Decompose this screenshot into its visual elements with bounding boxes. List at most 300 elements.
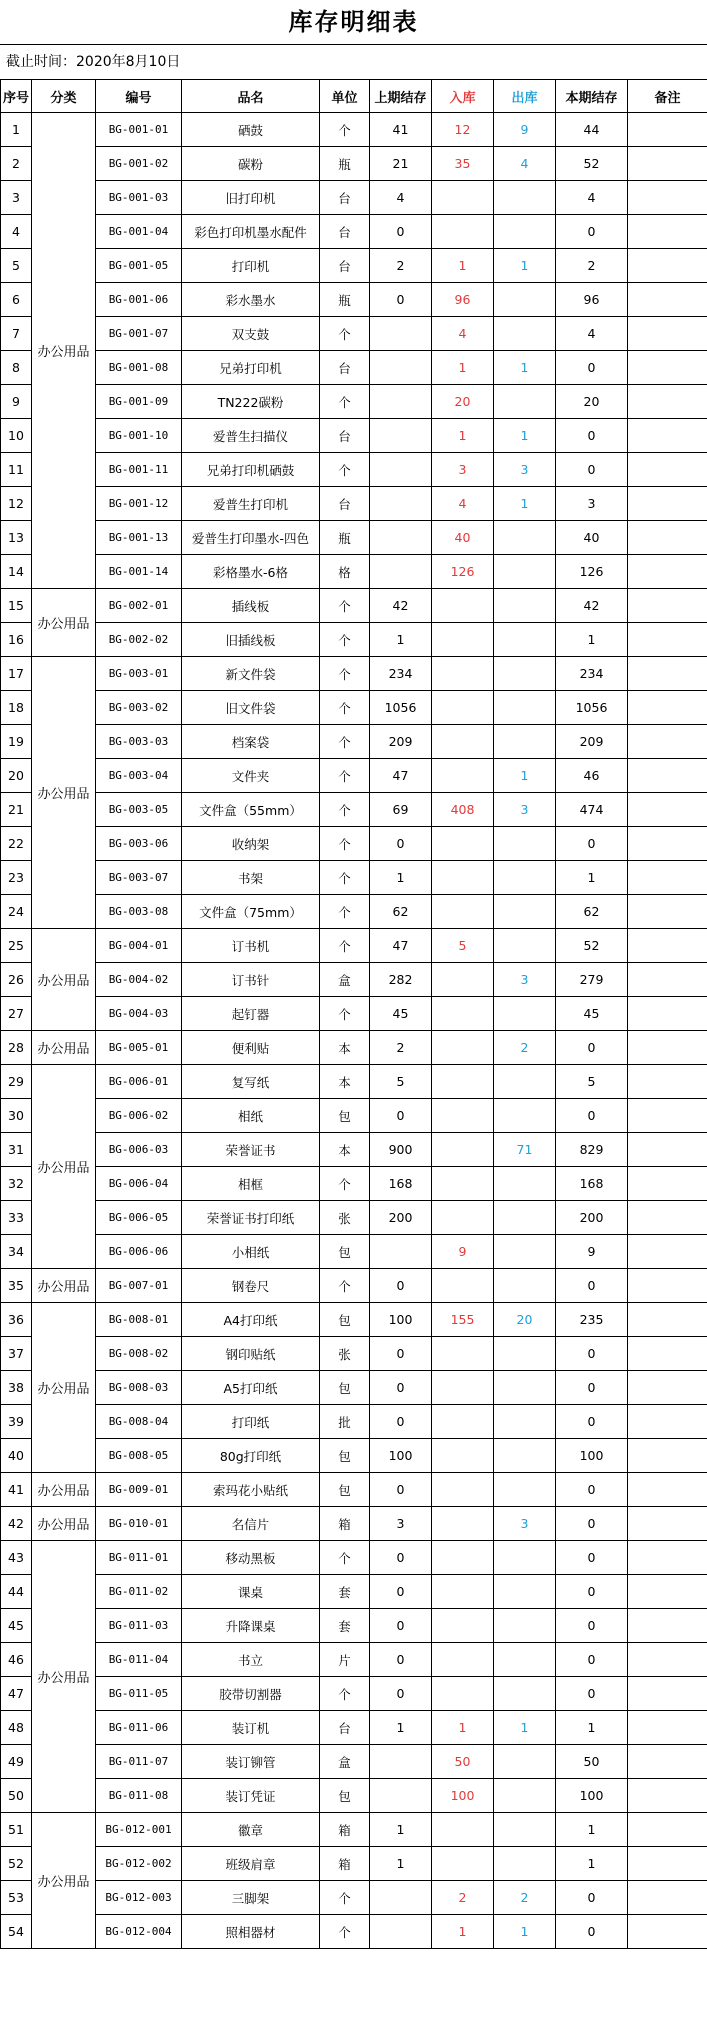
cell-unit[interactable]: 个 (320, 1915, 370, 1949)
cell-note[interactable] (628, 1507, 707, 1541)
cell-name[interactable]: 索玛花小贴纸 (182, 1473, 320, 1507)
cell-stock-in[interactable]: 4 (432, 317, 494, 351)
cell-code[interactable]: BG-001-07 (96, 317, 182, 351)
cell-stock-in[interactable]: 1 (432, 249, 494, 283)
cell-curr-balance[interactable]: 42 (556, 589, 628, 623)
cell-curr-balance[interactable]: 3 (556, 487, 628, 521)
cell-stock-out[interactable]: 9 (494, 113, 556, 147)
cell-stock-in[interactable] (432, 589, 494, 623)
cell-stock-in[interactable] (432, 1167, 494, 1201)
cell-code[interactable]: BG-003-05 (96, 793, 182, 827)
cell-seq[interactable]: 53 (1, 1881, 32, 1915)
cell-unit[interactable]: 套 (320, 1575, 370, 1609)
cell-seq[interactable]: 22 (1, 827, 32, 861)
cell-curr-balance[interactable]: 0 (556, 1031, 628, 1065)
cell-prev-balance[interactable]: 1056 (370, 691, 432, 725)
cell-prev-balance[interactable]: 0 (370, 215, 432, 249)
cell-name[interactable]: 打印机 (182, 249, 320, 283)
cell-code[interactable]: BG-001-05 (96, 249, 182, 283)
cell-stock-out[interactable] (494, 1099, 556, 1133)
cell-code[interactable]: BG-011-04 (96, 1643, 182, 1677)
cell-seq[interactable]: 1 (1, 113, 32, 147)
cell-prev-balance[interactable]: 1 (370, 861, 432, 895)
cell-unit[interactable]: 台 (320, 1711, 370, 1745)
cell-note[interactable] (628, 215, 707, 249)
cell-stock-in[interactable]: 12 (432, 113, 494, 147)
cell-stock-in[interactable] (432, 623, 494, 657)
cell-name[interactable]: 订书机 (182, 929, 320, 963)
cell-code[interactable]: BG-011-02 (96, 1575, 182, 1609)
cell-name[interactable]: 名信片 (182, 1507, 320, 1541)
cell-name[interactable]: 装订凭证 (182, 1779, 320, 1813)
cell-note[interactable] (628, 1065, 707, 1099)
cell-prev-balance[interactable]: 100 (370, 1303, 432, 1337)
cell-name[interactable]: 彩格墨水-6格 (182, 555, 320, 589)
cell-note[interactable] (628, 1541, 707, 1575)
cell-unit[interactable]: 本 (320, 1031, 370, 1065)
cell-code[interactable]: BG-007-01 (96, 1269, 182, 1303)
cell-category[interactable]: 办公用品 (32, 1813, 96, 1949)
cell-name[interactable]: 课桌 (182, 1575, 320, 1609)
cell-unit[interactable]: 个 (320, 929, 370, 963)
cell-code[interactable]: BG-003-07 (96, 861, 182, 895)
cell-prev-balance[interactable]: 47 (370, 929, 432, 963)
cell-stock-out[interactable] (494, 725, 556, 759)
cell-unit[interactable]: 个 (320, 385, 370, 419)
cell-stock-out[interactable]: 1 (494, 419, 556, 453)
cell-curr-balance[interactable]: 209 (556, 725, 628, 759)
cell-note[interactable] (628, 1473, 707, 1507)
cell-stock-in[interactable] (432, 1847, 494, 1881)
cell-category[interactable]: 办公用品 (32, 1065, 96, 1269)
cell-curr-balance[interactable]: 4 (556, 317, 628, 351)
cell-stock-in[interactable]: 100 (432, 1779, 494, 1813)
cell-stock-in[interactable]: 155 (432, 1303, 494, 1337)
cell-code[interactable]: BG-001-02 (96, 147, 182, 181)
cell-curr-balance[interactable]: 45 (556, 997, 628, 1031)
cell-seq[interactable]: 46 (1, 1643, 32, 1677)
cell-prev-balance[interactable]: 209 (370, 725, 432, 759)
cell-stock-out[interactable] (494, 521, 556, 555)
cell-curr-balance[interactable]: 0 (556, 1643, 628, 1677)
cell-seq[interactable]: 17 (1, 657, 32, 691)
header-stock-in[interactable]: 入库 (432, 80, 494, 113)
cell-curr-balance[interactable]: 44 (556, 113, 628, 147)
cell-unit[interactable]: 台 (320, 215, 370, 249)
cell-seq[interactable]: 29 (1, 1065, 32, 1099)
cell-category[interactable]: 办公用品 (32, 929, 96, 1031)
cell-note[interactable] (628, 1847, 707, 1881)
cell-curr-balance[interactable]: 1 (556, 623, 628, 657)
cell-curr-balance[interactable]: 0 (556, 1405, 628, 1439)
cell-code[interactable]: BG-011-05 (96, 1677, 182, 1711)
cell-curr-balance[interactable]: 1056 (556, 691, 628, 725)
cell-note[interactable] (628, 657, 707, 691)
cell-stock-in[interactable]: 96 (432, 283, 494, 317)
cell-code[interactable]: BG-001-08 (96, 351, 182, 385)
cell-curr-balance[interactable]: 200 (556, 1201, 628, 1235)
cell-note[interactable] (628, 997, 707, 1031)
cell-stock-in[interactable]: 2 (432, 1881, 494, 1915)
cell-unit[interactable]: 箱 (320, 1847, 370, 1881)
cell-code[interactable]: BG-006-06 (96, 1235, 182, 1269)
cell-code[interactable]: BG-001-10 (96, 419, 182, 453)
cell-stock-out[interactable]: 3 (494, 793, 556, 827)
cell-note[interactable] (628, 929, 707, 963)
cell-prev-balance[interactable]: 0 (370, 1269, 432, 1303)
cell-stock-in[interactable] (432, 1269, 494, 1303)
cell-stock-out[interactable]: 71 (494, 1133, 556, 1167)
cell-unit[interactable]: 箱 (320, 1507, 370, 1541)
cell-prev-balance[interactable] (370, 1881, 432, 1915)
cell-stock-out[interactable] (494, 623, 556, 657)
cell-curr-balance[interactable]: 1 (556, 1813, 628, 1847)
cell-stock-out[interactable] (494, 1371, 556, 1405)
cell-curr-balance[interactable]: 1 (556, 1847, 628, 1881)
cell-curr-balance[interactable]: 279 (556, 963, 628, 997)
cell-unit[interactable]: 个 (320, 657, 370, 691)
cell-unit[interactable]: 台 (320, 351, 370, 385)
cell-stock-out[interactable] (494, 1405, 556, 1439)
cell-code[interactable]: BG-012-001 (96, 1813, 182, 1847)
cell-code[interactable]: BG-006-04 (96, 1167, 182, 1201)
cell-name[interactable]: 文件夹 (182, 759, 320, 793)
header-curr-balance[interactable]: 本期结存 (556, 80, 628, 113)
cell-name[interactable]: 便利贴 (182, 1031, 320, 1065)
cell-prev-balance[interactable]: 0 (370, 283, 432, 317)
cell-stock-in[interactable]: 40 (432, 521, 494, 555)
cell-seq[interactable]: 28 (1, 1031, 32, 1065)
cell-seq[interactable]: 2 (1, 147, 32, 181)
cell-code[interactable]: BG-010-01 (96, 1507, 182, 1541)
cell-name[interactable]: 兄弟打印机 (182, 351, 320, 385)
cell-name[interactable]: 彩色打印机墨水配件 (182, 215, 320, 249)
cell-stock-in[interactable] (432, 1575, 494, 1609)
cell-seq[interactable]: 35 (1, 1269, 32, 1303)
cell-stock-in[interactable] (432, 963, 494, 997)
cell-stock-out[interactable] (494, 589, 556, 623)
cell-seq[interactable]: 34 (1, 1235, 32, 1269)
cell-unit[interactable]: 瓶 (320, 283, 370, 317)
cell-code[interactable]: BG-012-002 (96, 1847, 182, 1881)
cell-curr-balance[interactable]: 0 (556, 1677, 628, 1711)
cell-seq[interactable]: 14 (1, 555, 32, 589)
cell-code[interactable]: BG-011-07 (96, 1745, 182, 1779)
cell-note[interactable] (628, 1711, 707, 1745)
header-category[interactable]: 分类 (32, 80, 96, 113)
cell-name[interactable]: 硒鼓 (182, 113, 320, 147)
cell-unit[interactable]: 个 (320, 623, 370, 657)
cell-seq[interactable]: 31 (1, 1133, 32, 1167)
cell-stock-in[interactable] (432, 725, 494, 759)
cell-unit[interactable]: 瓶 (320, 521, 370, 555)
cell-name[interactable]: 旧插线板 (182, 623, 320, 657)
cell-stock-in[interactable] (432, 827, 494, 861)
cell-curr-balance[interactable]: 0 (556, 1269, 628, 1303)
cell-unit[interactable]: 瓶 (320, 147, 370, 181)
cell-curr-balance[interactable]: 62 (556, 895, 628, 929)
cell-stock-in[interactable]: 4 (432, 487, 494, 521)
header-stock-out[interactable]: 出库 (494, 80, 556, 113)
cell-unit[interactable]: 个 (320, 725, 370, 759)
cell-code[interactable]: BG-001-01 (96, 113, 182, 147)
cell-stock-in[interactable] (432, 1473, 494, 1507)
cell-prev-balance[interactable]: 100 (370, 1439, 432, 1473)
cell-code[interactable]: BG-001-03 (96, 181, 182, 215)
cell-name[interactable]: 碳粉 (182, 147, 320, 181)
cell-stock-out[interactable] (494, 1745, 556, 1779)
cell-note[interactable] (628, 623, 707, 657)
cell-stock-in[interactable]: 3 (432, 453, 494, 487)
cell-curr-balance[interactable]: 0 (556, 215, 628, 249)
cell-stock-out[interactable] (494, 1575, 556, 1609)
cell-code[interactable]: BG-004-03 (96, 997, 182, 1031)
cell-seq[interactable]: 39 (1, 1405, 32, 1439)
cell-stock-out[interactable] (494, 1439, 556, 1473)
cell-curr-balance[interactable]: 5 (556, 1065, 628, 1099)
cell-seq[interactable]: 20 (1, 759, 32, 793)
cell-name[interactable]: 移动黑板 (182, 1541, 320, 1575)
cell-stock-in[interactable] (432, 1507, 494, 1541)
cell-unit[interactable]: 批 (320, 1405, 370, 1439)
cell-stock-out[interactable] (494, 1167, 556, 1201)
cell-prev-balance[interactable]: 2 (370, 249, 432, 283)
cell-curr-balance[interactable]: 0 (556, 1507, 628, 1541)
cell-note[interactable] (628, 589, 707, 623)
cell-stock-out[interactable] (494, 1065, 556, 1099)
cell-seq[interactable]: 12 (1, 487, 32, 521)
cell-curr-balance[interactable]: 0 (556, 419, 628, 453)
cell-name[interactable]: 升降课桌 (182, 1609, 320, 1643)
cell-prev-balance[interactable]: 0 (370, 1609, 432, 1643)
cell-name[interactable]: 档案袋 (182, 725, 320, 759)
cell-note[interactable] (628, 1439, 707, 1473)
cell-stock-in[interactable]: 50 (432, 1745, 494, 1779)
cell-stock-out[interactable] (494, 1337, 556, 1371)
cell-note[interactable] (628, 1881, 707, 1915)
cell-stock-in[interactable] (432, 861, 494, 895)
cell-code[interactable]: BG-003-03 (96, 725, 182, 759)
cell-name[interactable]: 文件盒（75mm） (182, 895, 320, 929)
cell-note[interactable] (628, 1405, 707, 1439)
cell-curr-balance[interactable]: 474 (556, 793, 628, 827)
cell-prev-balance[interactable]: 168 (370, 1167, 432, 1201)
cell-prev-balance[interactable] (370, 555, 432, 589)
cell-curr-balance[interactable]: 0 (556, 1099, 628, 1133)
cell-unit[interactable]: 个 (320, 589, 370, 623)
cell-stock-out[interactable]: 1 (494, 351, 556, 385)
cell-stock-in[interactable] (432, 895, 494, 929)
cell-name[interactable]: 书架 (182, 861, 320, 895)
cell-name[interactable]: 钢印贴纸 (182, 1337, 320, 1371)
cell-note[interactable] (628, 147, 707, 181)
cell-unit[interactable]: 台 (320, 181, 370, 215)
cell-seq[interactable]: 13 (1, 521, 32, 555)
cell-curr-balance[interactable]: 96 (556, 283, 628, 317)
cell-note[interactable] (628, 1031, 707, 1065)
cell-stock-in[interactable]: 9 (432, 1235, 494, 1269)
cell-prev-balance[interactable]: 0 (370, 1677, 432, 1711)
cell-unit[interactable]: 个 (320, 793, 370, 827)
cell-unit[interactable]: 个 (320, 1541, 370, 1575)
cell-name[interactable]: 装订机 (182, 1711, 320, 1745)
cell-prev-balance[interactable]: 0 (370, 1643, 432, 1677)
cell-prev-balance[interactable] (370, 1745, 432, 1779)
cell-stock-out[interactable] (494, 1813, 556, 1847)
cell-curr-balance[interactable]: 40 (556, 521, 628, 555)
cell-seq[interactable]: 44 (1, 1575, 32, 1609)
cell-stock-out[interactable] (494, 317, 556, 351)
cell-name[interactable]: 小相纸 (182, 1235, 320, 1269)
cell-name[interactable]: 打印纸 (182, 1405, 320, 1439)
cell-curr-balance[interactable]: 0 (556, 1915, 628, 1949)
cell-note[interactable] (628, 1371, 707, 1405)
cell-seq[interactable]: 4 (1, 215, 32, 249)
cell-seq[interactable]: 52 (1, 1847, 32, 1881)
header-prev-balance[interactable]: 上期结存 (370, 80, 432, 113)
cell-note[interactable] (628, 827, 707, 861)
cell-code[interactable]: BG-012-003 (96, 1881, 182, 1915)
cell-unit[interactable]: 本 (320, 1133, 370, 1167)
cell-stock-out[interactable] (494, 1609, 556, 1643)
cell-name[interactable]: 三脚架 (182, 1881, 320, 1915)
cell-code[interactable]: BG-011-03 (96, 1609, 182, 1643)
cell-curr-balance[interactable]: 100 (556, 1779, 628, 1813)
cell-code[interactable]: BG-011-06 (96, 1711, 182, 1745)
cell-curr-balance[interactable]: 2 (556, 249, 628, 283)
cell-note[interactable] (628, 1609, 707, 1643)
cell-stock-out[interactable] (494, 1235, 556, 1269)
cell-stock-out[interactable]: 2 (494, 1881, 556, 1915)
cell-stock-in[interactable] (432, 1541, 494, 1575)
cell-code[interactable]: BG-009-01 (96, 1473, 182, 1507)
cell-unit[interactable]: 格 (320, 555, 370, 589)
cell-curr-balance[interactable]: 20 (556, 385, 628, 419)
cell-prev-balance[interactable] (370, 385, 432, 419)
cell-category[interactable]: 办公用品 (32, 1541, 96, 1813)
cell-seq[interactable]: 42 (1, 1507, 32, 1541)
cell-note[interactable] (628, 555, 707, 589)
cell-note[interactable] (628, 419, 707, 453)
cell-seq[interactable]: 27 (1, 997, 32, 1031)
cell-stock-out[interactable] (494, 1473, 556, 1507)
cell-stock-out[interactable] (494, 827, 556, 861)
cell-curr-balance[interactable]: 829 (556, 1133, 628, 1167)
cell-name[interactable]: 爱普生打印墨水-四色 (182, 521, 320, 555)
cell-unit[interactable]: 片 (320, 1643, 370, 1677)
cell-code[interactable]: BG-004-02 (96, 963, 182, 997)
cell-name[interactable]: 书立 (182, 1643, 320, 1677)
cell-prev-balance[interactable] (370, 351, 432, 385)
cell-prev-balance[interactable]: 1 (370, 1813, 432, 1847)
cell-stock-in[interactable] (432, 1439, 494, 1473)
cell-seq[interactable]: 40 (1, 1439, 32, 1473)
cell-stock-out[interactable]: 1 (494, 1711, 556, 1745)
cell-category[interactable]: 办公用品 (32, 1303, 96, 1473)
cell-curr-balance[interactable]: 0 (556, 1473, 628, 1507)
cell-note[interactable] (628, 1915, 707, 1949)
cell-seq[interactable]: 21 (1, 793, 32, 827)
cell-stock-in[interactable]: 1 (432, 419, 494, 453)
cell-curr-balance[interactable]: 46 (556, 759, 628, 793)
cell-curr-balance[interactable]: 0 (556, 351, 628, 385)
cell-note[interactable] (628, 351, 707, 385)
cell-prev-balance[interactable]: 0 (370, 1099, 432, 1133)
cell-name[interactable]: 照相器材 (182, 1915, 320, 1949)
cell-prev-balance[interactable]: 1 (370, 1711, 432, 1745)
cell-name[interactable]: 胶带切割器 (182, 1677, 320, 1711)
cell-stock-in[interactable]: 5 (432, 929, 494, 963)
cell-code[interactable]: BG-001-09 (96, 385, 182, 419)
cell-code[interactable]: BG-008-01 (96, 1303, 182, 1337)
cell-name[interactable]: 徽章 (182, 1813, 320, 1847)
cell-note[interactable] (628, 1643, 707, 1677)
cell-name[interactable]: A5打印纸 (182, 1371, 320, 1405)
cell-seq[interactable]: 15 (1, 589, 32, 623)
cell-unit[interactable]: 个 (320, 317, 370, 351)
cell-prev-balance[interactable] (370, 521, 432, 555)
cell-prev-balance[interactable]: 0 (370, 1337, 432, 1371)
cell-note[interactable] (628, 861, 707, 895)
cell-seq[interactable]: 50 (1, 1779, 32, 1813)
cell-prev-balance[interactable]: 0 (370, 827, 432, 861)
cell-name[interactable]: 订书针 (182, 963, 320, 997)
cell-stock-in[interactable] (432, 759, 494, 793)
cell-category[interactable]: 办公用品 (32, 1473, 96, 1507)
cell-curr-balance[interactable]: 235 (556, 1303, 628, 1337)
cell-stock-in[interactable] (432, 1813, 494, 1847)
cell-name[interactable]: A4打印纸 (182, 1303, 320, 1337)
cell-curr-balance[interactable]: 4 (556, 181, 628, 215)
cell-prev-balance[interactable] (370, 419, 432, 453)
cell-note[interactable] (628, 759, 707, 793)
cell-seq[interactable]: 38 (1, 1371, 32, 1405)
cell-note[interactable] (628, 521, 707, 555)
cell-seq[interactable]: 41 (1, 1473, 32, 1507)
cell-name[interactable]: 相纸 (182, 1099, 320, 1133)
cell-name[interactable]: 旧打印机 (182, 181, 320, 215)
cell-seq[interactable]: 23 (1, 861, 32, 895)
cell-stock-out[interactable] (494, 1643, 556, 1677)
cell-code[interactable]: BG-003-04 (96, 759, 182, 793)
cell-prev-balance[interactable]: 0 (370, 1405, 432, 1439)
cell-stock-out[interactable] (494, 861, 556, 895)
cell-stock-in[interactable] (432, 1643, 494, 1677)
cell-code[interactable]: BG-006-01 (96, 1065, 182, 1099)
cell-code[interactable]: BG-004-01 (96, 929, 182, 963)
cell-prev-balance[interactable] (370, 1779, 432, 1813)
cell-seq[interactable]: 32 (1, 1167, 32, 1201)
cell-note[interactable] (628, 1269, 707, 1303)
cell-curr-balance[interactable]: 0 (556, 1337, 628, 1371)
cell-name[interactable]: 相框 (182, 1167, 320, 1201)
cell-stock-out[interactable] (494, 1201, 556, 1235)
cell-seq[interactable]: 26 (1, 963, 32, 997)
cell-curr-balance[interactable]: 0 (556, 827, 628, 861)
cell-seq[interactable]: 54 (1, 1915, 32, 1949)
cell-seq[interactable]: 49 (1, 1745, 32, 1779)
cell-code[interactable]: BG-001-06 (96, 283, 182, 317)
cell-note[interactable] (628, 385, 707, 419)
cell-curr-balance[interactable]: 0 (556, 1541, 628, 1575)
cell-stock-out[interactable] (494, 691, 556, 725)
cell-code[interactable]: BG-003-02 (96, 691, 182, 725)
cell-stock-in[interactable] (432, 181, 494, 215)
cell-note[interactable] (628, 113, 707, 147)
cell-curr-balance[interactable]: 0 (556, 1575, 628, 1609)
cell-unit[interactable]: 个 (320, 861, 370, 895)
cell-prev-balance[interactable]: 900 (370, 1133, 432, 1167)
